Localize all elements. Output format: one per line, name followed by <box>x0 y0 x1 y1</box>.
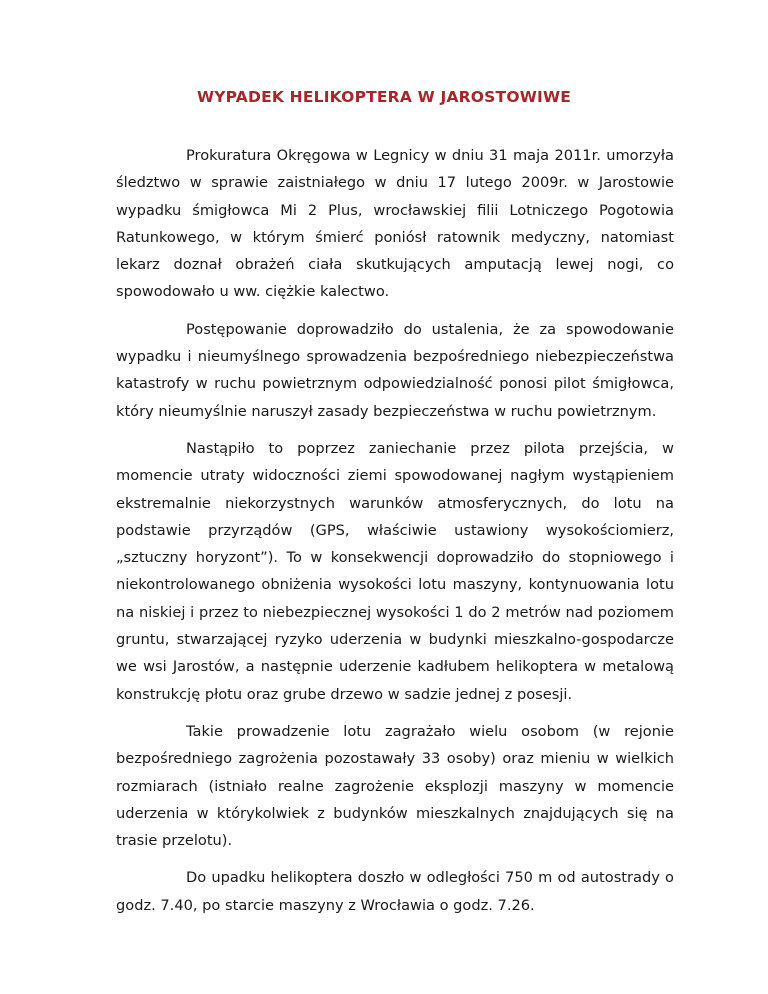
paragraph-2: Postępowanie doprowadziło do ustalenia, że za spowodowanie wypadku i nieumyślnego sprowadzenia bezpośredniego niebezpieczeństwa katastrofy w ruchu powietrznym odpowiedzialność ponosi pilot śmigłowca, który nieumyślnie naruszył zasady bezpieczeństwa w ruchu powietrznym. <box>116 320 674 420</box>
paragraph-1: Prokuratura Okręgowa w Legnicy w dniu 31 maja 2011r. umorzyła śledztwo w sprawie zaistniałego w dniu 17 lutego 2009r. w Jarostowie wypadku śmigłowca Mi 2 Plus, wrocławskiej filii Lotniczego Pogotowia Ratunkowego, w którym śmierć poniósł ratownik medyczny, natomiast lekarz doznał obrażeń ciała skutkujących amputacją lewej nogi, co spowodowało u ww. ciężkie kalectwo. <box>116 147 674 301</box>
document-title: WYPADEK HELIKOPTERA W JAROSTOWIWE <box>196 88 572 106</box>
paragraph-5: Do upadku helikoptera doszło w odległości 750 m od autostrady o godz. 7.40, po starcie maszyny z Wrocławia o godz. 7.26. <box>116 869 674 914</box>
paragraph-3: Nastąpiło to poprzez zaniechanie przez pilota przejścia, w momencie utraty widoczności ziemi spowodowanej nagłym wystąpieniem ekstremalnie niekorzystnych warunków atmosferycznych, do lotu na podstawie przyrządów (GPS, właściwie ustawiony wysokościomierz, „sztuczny horyzont”). To w konsekwencji doprowadziło do stopniowego i niekontrolowanego obniżenia wysokości lotu maszyny, kontynuowania lotu na niskiej i przez to niebezpiecznej wysokości 1 do 2 metrów nad poziomem gruntu, stwarzającej ryzyko uderzenia w budynki mieszkalno-gospodarcze we wsi Jarostów, a następnie uderzenie kadłubem helikoptera w metalową konstrukcję płotu oraz grube drzewo w sadzie jednej z posesji. <box>116 439 674 703</box>
document-body <box>116 142 674 929</box>
paragraph-4: Takie prowadzenie lotu zagrażało wielu osobom (w rejonie bezpośredniego zagrożenia pozostawały 33 osoby) oraz mieniu w wielkich rozmiarach (istniało realne zagrożenie eksplozji maszyny w momencie uderzenia w którykolwiek z budynków mieszkalnych znajdujących się na trasie przelotu). <box>116 722 674 850</box>
